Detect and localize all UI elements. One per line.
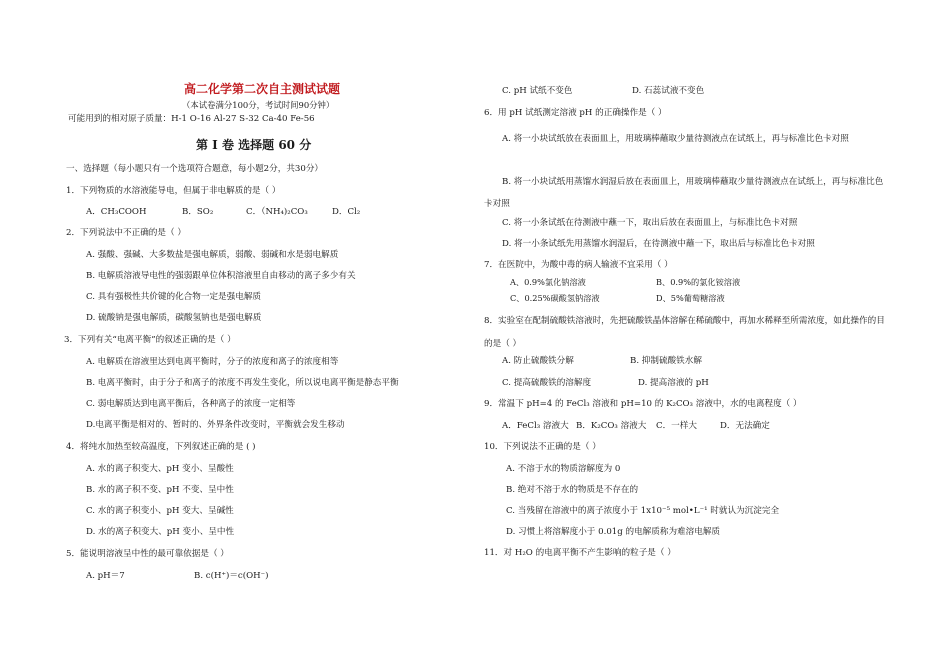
option-a: A. 水的离子积变大、pH 变小、呈酸性 bbox=[86, 464, 234, 474]
option-a: A. 强酸、强碱、大多数盐是强电解质，弱酸、弱碱和水是弱电解质 bbox=[86, 250, 339, 260]
option-c: C．（NH₄)₂CO₃ bbox=[246, 207, 308, 217]
option-b: B. 绝对不溶于水的物质是不存在的 bbox=[506, 485, 639, 495]
option-b: B. 电解质溶液导电性的强弱跟单位体积溶液里自由移动的离子多少有关 bbox=[86, 271, 356, 281]
option-b: B. 将一小块试纸用蒸馏水润湿后放在表面皿上，用玻璃棒蘸取少量待测液点在试纸上，再与标准比色卡对照 bbox=[484, 177, 884, 209]
option-c: C. 将一小条试纸在待测液中蘸一下，取出后放在表面皿上，与标准比色卡对照 bbox=[502, 218, 798, 228]
section-instruction: 一、选择题（每小题只有一个选项符合题意，每小题2分，共30分） bbox=[66, 164, 324, 174]
option-c: C. 水的离子积变小、pH 变大、呈碱性 bbox=[86, 506, 234, 516]
option-d: D. 硫酸钠是强电解质，碳酸氢钠也是强电解质 bbox=[86, 313, 262, 323]
question-stem: 9．常温下 pH=4 的 FeCl₃ 溶液和 pH=10 的 K₂CO₃ 溶液中，水的电离程度（ ） bbox=[484, 399, 802, 409]
option-c: C、0.25%碳酸氢钠溶液 bbox=[510, 293, 600, 303]
option-c: C. 具有强极性共价键的化合物一定是强电解质 bbox=[86, 292, 262, 302]
option-b: B．K₂CO₃ 溶液大 bbox=[576, 421, 647, 431]
question-stem: 7．在医院中，为酸中毒的病人输液不宜采用（ ） bbox=[484, 260, 673, 270]
question-stem: 5．能说明溶液呈中性的最可靠依据是（ ） bbox=[66, 549, 229, 559]
option-a: A．CH₃COOH bbox=[86, 207, 147, 217]
option-d: D. 提高溶液的 pH bbox=[638, 378, 709, 388]
page-title: 高二化学第二次自主测试试题 bbox=[184, 82, 341, 96]
option-b: B. 抑制硫酸铁水解 bbox=[630, 356, 702, 366]
question-stem: 4．将纯水加热至较高温度，下列叙述正确的是 ( ) bbox=[66, 442, 256, 452]
question-stem: 8．实验室在配制硫酸铁溶液时，先把硫酸铁晶体溶解在稀硫酸中，再加水稀释至所需浓度，如此操作的目的是（ ） bbox=[484, 316, 885, 349]
option-d: D. 习惯上将溶解度小于 0.01g 的电解质称为难溶电解质 bbox=[506, 527, 721, 537]
option-b: B. 电离平衡时，由于分子和离子的浓度不再发生变化，所以说电离平衡是静态平衡 bbox=[86, 378, 399, 388]
option-b: B. c(H⁺)＝c(OH⁻) bbox=[194, 571, 269, 581]
option-c: C. pH 试纸不变色 bbox=[502, 86, 573, 96]
option-a: A. pH＝7 bbox=[86, 571, 125, 581]
option-a: A. 不溶于水的物质溶解度为 0 bbox=[506, 464, 621, 474]
question-stem: 2．下列说法中不正确的是（ ） bbox=[66, 228, 186, 238]
option-a: A、0.9%氯化钠溶液 bbox=[510, 277, 586, 287]
option-d: D. 石蕊试液不变色 bbox=[632, 86, 705, 96]
exam-info: （本试卷满分100分，考试时间90分钟） bbox=[182, 100, 335, 110]
atomic-masses: 可能用到的相对原子质量：H-1 O-16 Al-27 S-32 Ca-40 Fe-56 bbox=[68, 114, 315, 124]
option-a: A. 将一小块试纸放在表面皿上，用玻璃棒蘸取少量待测液点在试纸上，再与标准比色卡对照 bbox=[502, 134, 849, 144]
option-a: A. 电解质在溶液里达到电离平衡时，分子的浓度和离子的浓度相等 bbox=[86, 357, 339, 367]
question-stem: 11．对 H₂O 的电离平衡不产生影响的粒子是（ ） bbox=[484, 548, 676, 558]
option-d: D．无法确定 bbox=[720, 421, 770, 431]
option-a: A. 防止硫酸铁分解 bbox=[502, 356, 574, 366]
option-d: D. 将一小条试纸先用蒸馏水润湿后，在待测液中蘸一下，取出后与标准比色卡对照 bbox=[502, 239, 815, 249]
question-stem: 3．下列有关“电离平衡”的叙述正确的是（ ） bbox=[64, 335, 236, 345]
option-c: C. 弱电解质达到电离平衡后，各种离子的浓度一定相等 bbox=[86, 399, 296, 409]
option-c: C．一样大 bbox=[656, 421, 697, 431]
option-c: C. 提高硫酸铁的溶解度 bbox=[502, 378, 592, 388]
option-b: B、0.9%的氯化铵溶液 bbox=[656, 277, 741, 287]
option-d: D.电离平衡是相对的、暂时的、外界条件改变时，平衡就会发生移动 bbox=[86, 420, 345, 430]
option-a: A．FeCl₃ 溶液大 bbox=[502, 421, 569, 431]
option-d: D．Cl₂ bbox=[332, 207, 361, 217]
option-b: B. 水的离子积不变、pH 不变、呈中性 bbox=[86, 485, 234, 495]
option-d: D、5%葡萄糖溶液 bbox=[656, 293, 725, 303]
option-c: C. 当残留在溶液中的离子浓度小于 1x10⁻⁵ mol•L⁻¹ 时就认为沉淀完全 bbox=[506, 506, 780, 516]
option-b: B．SO₂ bbox=[182, 207, 214, 217]
question-stem: 1．下列物质的水溶液能导电，但属于非电解质的是（ ） bbox=[66, 186, 281, 196]
section-title: 第 I 卷 选择题 60 分 bbox=[196, 138, 312, 152]
question-stem: 10．下列说法不正确的是（ ） bbox=[484, 442, 601, 452]
option-d: D. 水的离子积变大、pH 变小、呈中性 bbox=[86, 527, 235, 537]
question-stem: 6．用 pH 试纸测定溶液 pH 的正确操作是（ ） bbox=[484, 108, 667, 118]
